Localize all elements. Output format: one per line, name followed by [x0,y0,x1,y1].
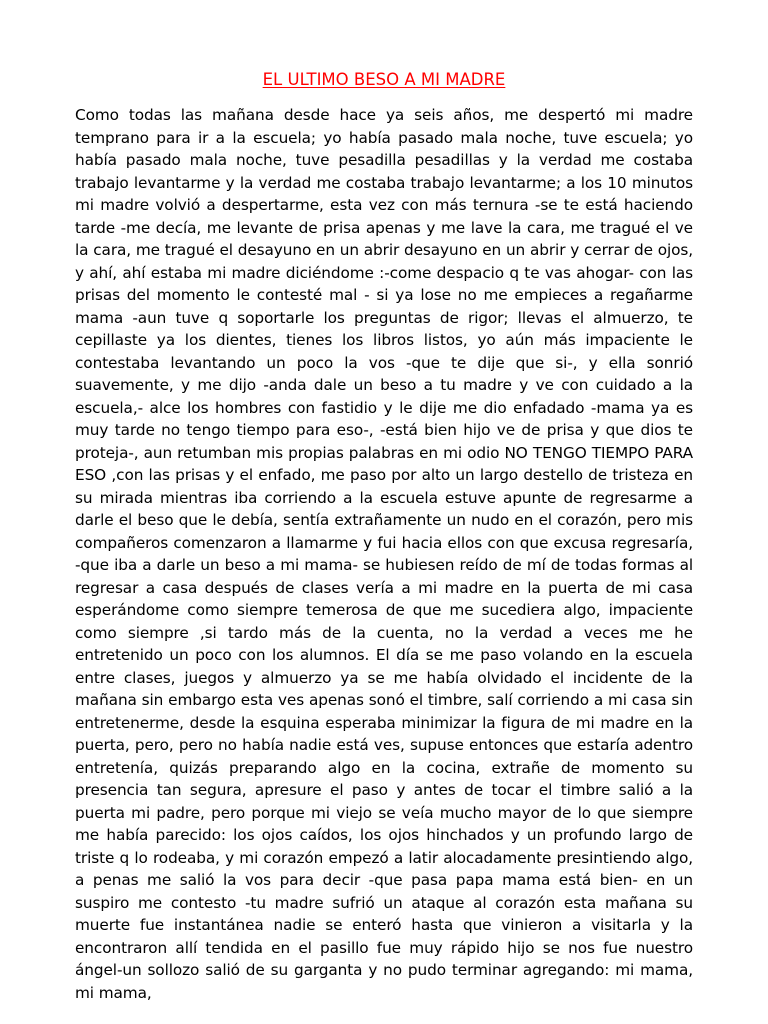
document-body-paragraph: Como todas las mañana desde hace ya seis años, me despertó mi madre temprano para ir a la escuela; yo había pasado mala noche, tuve escuela; yo había pasado mala noche, tuve pesadilla pesadillas y la verdad me costaba trabajo levantarme y la verdad me costaba trabajo levantarme; a los 10 minutos mi madre volvió a despertarme, esta vez con más ternura -se te está haciendo tarde -me decía, me levante de prisa apenas y me lave la cara, me tragué el ve la cara, me tragué el desayuno en un abrir desayuno en un abrir y cerrar de ojos, y ahí, ahí estaba mi madre diciéndome :-come despacio q te vas ahogar- con las prisas del momento le contesté mal - si ya lose no me empieces a regañarme mama -aun tuve q soportarle los preguntas de rigor; llevas el almuerzo, te cepillaste ya los dientes, tienes los libros listos, yo aún más impaciente le contestaba levantando un poco la vos -que te dije que si-, y ella sonrió suavemente, y me dijo -anda dale un beso a tu madre y ve con cuidado a la escuela,- alce los hombres con fastidio y le dije me dio enfadado -mama ya es muy tarde no tengo tiempo para eso-, -está bien hijo ve de prisa y que dios te proteja-, aun retumban mis propias palabras en mi odio NO TENGO TIEMPO PARA ESO ,con las prisas y el enfado, me paso por alto un largo destello de tristeza en su mirada mientras iba corriendo a la escuela estuve apunte de regresarme a darle el beso que le debía, sentía extrañamente un nudo en el corazón, pero mis compañeros comenzaron a llamarme y fui hacia ellos con que excusa regresaría, -que iba a darle un beso a mi mama- se hubiesen reído de mí de todas formas al regresar a casa después de clases vería a mi madre en la puerta de mi casa esperándome como siempre temerosa de que me sucediera algo, impaciente como siempre ,si tardo más de la cuenta, no la verdad a veces me he entretenido un poco con los alumnos. El día se me paso volando en la escuela entre clases, juegos y almuerzo ya se me había olvidado el incidente de la mañana sin embargo esta ves apenas sonó el timbre, salí corriendo a mi casa sin entretenerme, desde la esquina esperaba minimizar la figura de mi madre en la puerta, pero, pero no había nadie está ves, supuse entonces que estaría adentro entretenía, quizás preparando algo en la cocina, extrañe de momento su presencia tan segura, apresure el paso y antes de tocar el timbre salió a la puerta mi padre, pero porque mi viejo se veía mucho mayor de lo que siempre me había parecido: los ojos caídos, los ojos hinchados y un profundo largo de triste q lo rodeaba, y mi corazón empezó a latir alocadamente presintiendo algo, a penas me salió la vos para decir -que pasa papa mama está bien- en un suspiro me contesto -tu madre sufrió un ataque al corazón esta mañana su muerte fue instantánea nadie se enteró hasta que vinieron a visitarla y la encontraron allí tendida en el pasillo fue muy rápido hijo se nos fue nuestro ángel-un sollozo salió de su garganta y no pudo terminar agregando: mi mama, mi mama, [75,106,693,1002]
document-title [0,70,768,89]
document-title-text: EL ULTIMO BESO A MI MADRE [262,70,506,89]
